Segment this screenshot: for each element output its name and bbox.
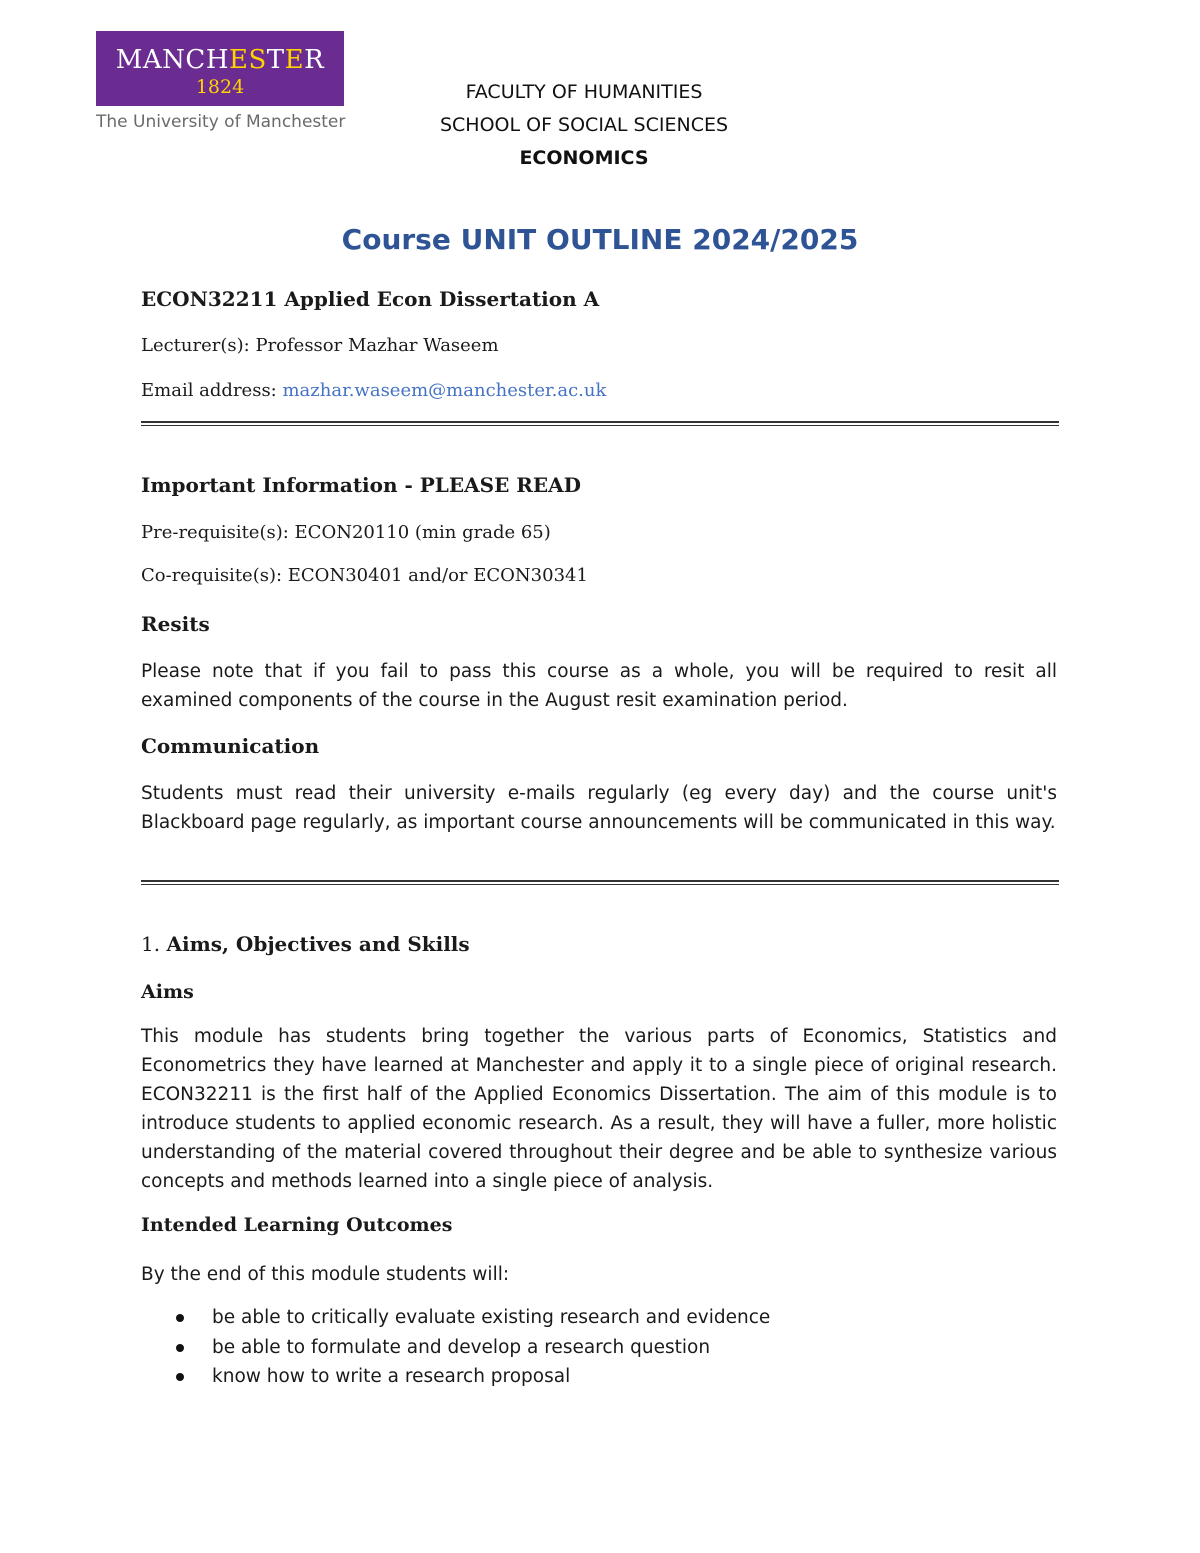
section-number: 1.: [141, 932, 167, 956]
logo-subtitle: The University of Manchester: [96, 112, 346, 132]
list-item: be able to critically evaluate existing research and evidence: [141, 1303, 1041, 1333]
logo-box: [96, 31, 344, 106]
faculty-header: [384, 76, 784, 175]
email-label: Email address:: [141, 380, 283, 401]
corequisites: Co-requisite(s): ECON30401 and/or ECON30341: [141, 565, 588, 586]
aims-heading: Aims: [141, 981, 194, 1003]
lecturer-name: Professor Mazhar Waseem: [255, 335, 499, 356]
section-heading: [141, 932, 470, 956]
ilo-intro: By the end of this module students will:: [141, 1264, 510, 1285]
list-item: know how to write a research proposal: [141, 1362, 1041, 1392]
divider: [141, 880, 1059, 885]
ilo-list: [141, 1303, 1041, 1392]
school-name: SCHOOL OF SOCIAL SCIENCES: [439, 114, 729, 136]
communication-text: Students must read their university e-mails regularly (eg every day) and the course unit's Blackboard page regularly, as important course announcements will be communicated in this way.: [141, 783, 1057, 833]
important-heading: Important Information - PLEASE READ: [141, 473, 581, 497]
lecturer-line: [141, 335, 499, 356]
page-title: Course UNIT OUTLINE 2024/2025: [341, 223, 859, 256]
faculty-name: FACULTY OF HUMANITIES: [465, 81, 703, 103]
section-title: Aims, Objectives and Skills: [166, 932, 470, 956]
bullet-icon: [176, 1314, 184, 1322]
department-name: ECONOMICS: [519, 147, 649, 169]
resits-text: Please note that if you fail to pass this course as a whole, you will be required to resit all examined components of the course in the August resit examination period.: [141, 661, 1057, 711]
bullet-icon: [176, 1373, 184, 1381]
lecturer-label: Lecturer(s):: [141, 335, 256, 356]
list-item: be able to formulate and develop a research question: [141, 1333, 1041, 1363]
resits-heading: Resits: [141, 612, 210, 636]
aims-text: This module has students bring together the various parts of Economics, Statistics and Econometrics they have learned at Manchester and apply it to a single piece of original research. ECON32211 is the first half of the Applied Economics Dissertation. The aim of this module is to introduce students to applied economic research. As a result, they will have a fuller, more holistic understanding of the material covered throughout their degree and be able to synthesize various concepts and methods learned into a single piece of analysis.: [141, 1026, 1057, 1192]
logo-year: 1824: [195, 76, 245, 98]
divider: [141, 421, 1059, 426]
prerequisites: Pre-requisite(s): ECON20110 (min grade 65): [141, 522, 551, 543]
ilo-heading: Intended Learning Outcomes: [141, 1214, 453, 1236]
university-logo: [96, 31, 346, 132]
email-line: [141, 380, 606, 401]
course-name: ECON32211 Applied Econ Dissertation A: [141, 287, 600, 311]
communication-heading: Communication: [141, 734, 320, 758]
logo-wordmark: MANCHESTER: [115, 45, 325, 75]
email-link[interactable]: mazhar.waseem@manchester.ac.uk: [282, 380, 607, 401]
bullet-icon: [176, 1344, 184, 1352]
